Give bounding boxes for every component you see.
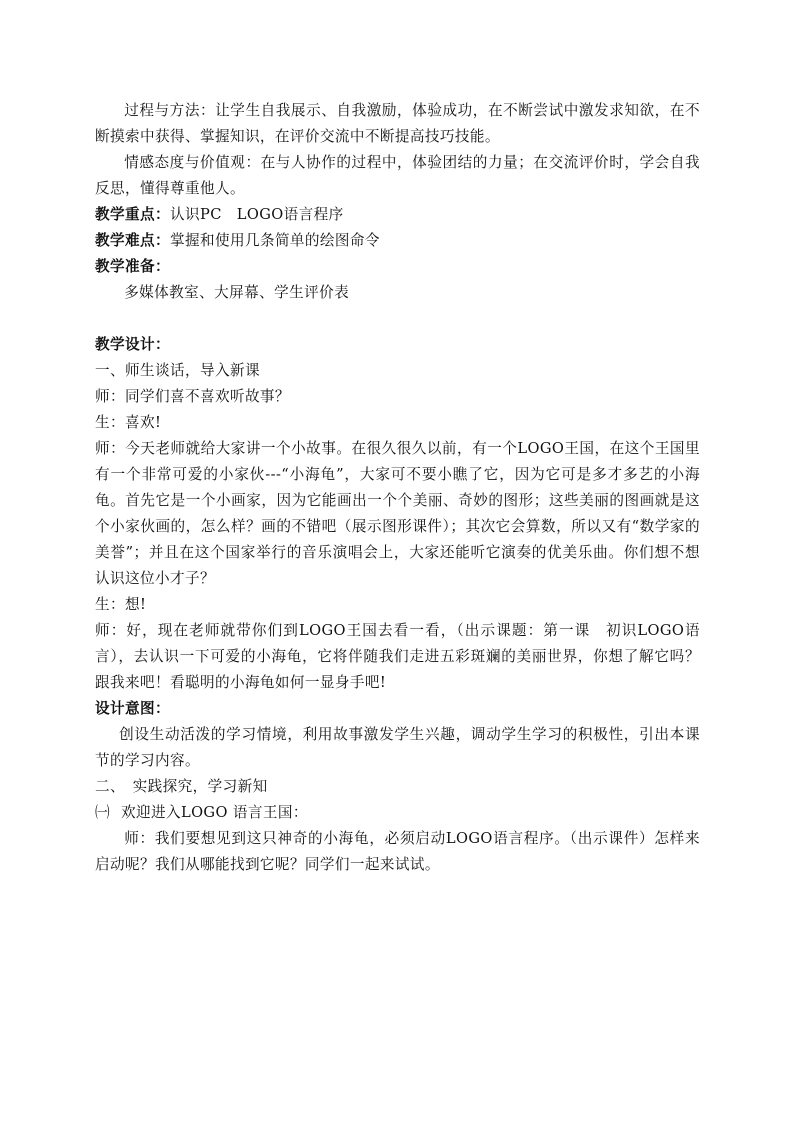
teaching-focus-text: 认识PC LOGO语言程序 bbox=[169, 206, 344, 223]
design-intent-text: 创设生动活泼的学习情境，利用故事激发学生兴趣，调动学生学习的积极性，引出本课节的学习内容。 bbox=[95, 726, 700, 769]
teaching-prep-label: 教学准备： bbox=[95, 258, 170, 275]
dialogue-paragraph: 师：我们要想见到这只神奇的小海龟，必须启动LOGO语言程序。（出示课件）怎样来启动呢？我们从哪能找到它呢？同学们一起来试试。 bbox=[95, 830, 700, 873]
subsection-heading-1 bbox=[95, 800, 700, 826]
dialogue-line: 生：想! bbox=[95, 596, 147, 613]
process-method-paragraph: 过程与方法：让学生自我展示、自我激励，体验成功，在不断尝试中激发求知欲，在不断摸索中获得、掌握知识，在评价交流中不断提高技巧技能。 bbox=[95, 102, 700, 145]
dialogue-line: 师：同学们喜不喜欢听故事？ bbox=[95, 388, 290, 405]
teaching-focus bbox=[95, 202, 700, 228]
teaching-difficulty-text: 掌握和使用几条简单的绘图命令 bbox=[169, 232, 380, 249]
subsection-marker: ㈠ bbox=[95, 804, 110, 821]
dialogue-line: 生：喜欢! bbox=[95, 414, 162, 431]
teaching-prep-text: 多媒体教室、大屏幕、学生评价表 bbox=[124, 284, 350, 301]
section-heading-2: 二、 实践探究，学习新知 bbox=[95, 778, 268, 795]
emotion-values-paragraph: 情感态度与价值观：在与人协作的过程中，体验团结的力量；在交流评价时，学会自我反思，懂得尊重他人。 bbox=[95, 154, 700, 197]
dialogue-story-paragraph: 师：今天老师就给大家讲一个小故事。在很久很久以前，有一个LOGO王国，在这个王国里有一个非常可爱的小家伙---“小海龟”，大家可不要小瞧了它，因为它可是多才多艺的小海龟。首先它是一个小画家，因为它能画出一个个美丽、奇妙的图形；这些美丽的图画就是这个小家伙画的，怎么样？画的不错吧（展示图形课件）；其次它会算数，所以又有“数学家的美誉”；并且在这个国家举行的音乐演唱会上，大家还能听它演奏的优美乐曲。你们想不想认识这位小才子？ bbox=[95, 440, 700, 587]
teaching-difficulty bbox=[95, 228, 700, 254]
subsection-text: 欢迎进入LOGO 语言王国： bbox=[121, 804, 308, 821]
teaching-design-label: 教学设计： bbox=[95, 336, 170, 353]
dialogue-paragraph: 师：好，现在老师就带你们到LOGO王国去看一看，（出示课题：第一课 初识LOGO语言），去认识一下可爱的小海龟，它将伴随我们走进五彩斑斓的美丽世界，你想了解它吗？跟我来吧！看聪明的小海龟如何一显身手吧! bbox=[95, 622, 700, 691]
teaching-focus-label: 教学重点： bbox=[95, 206, 170, 223]
design-intent-label: 设计意图： bbox=[95, 700, 170, 717]
section-heading-1: 一、师生谈话，导入新课 bbox=[95, 362, 260, 379]
blank-line bbox=[95, 306, 700, 332]
teaching-difficulty-label: 教学难点： bbox=[95, 232, 170, 249]
document-page bbox=[95, 98, 700, 878]
